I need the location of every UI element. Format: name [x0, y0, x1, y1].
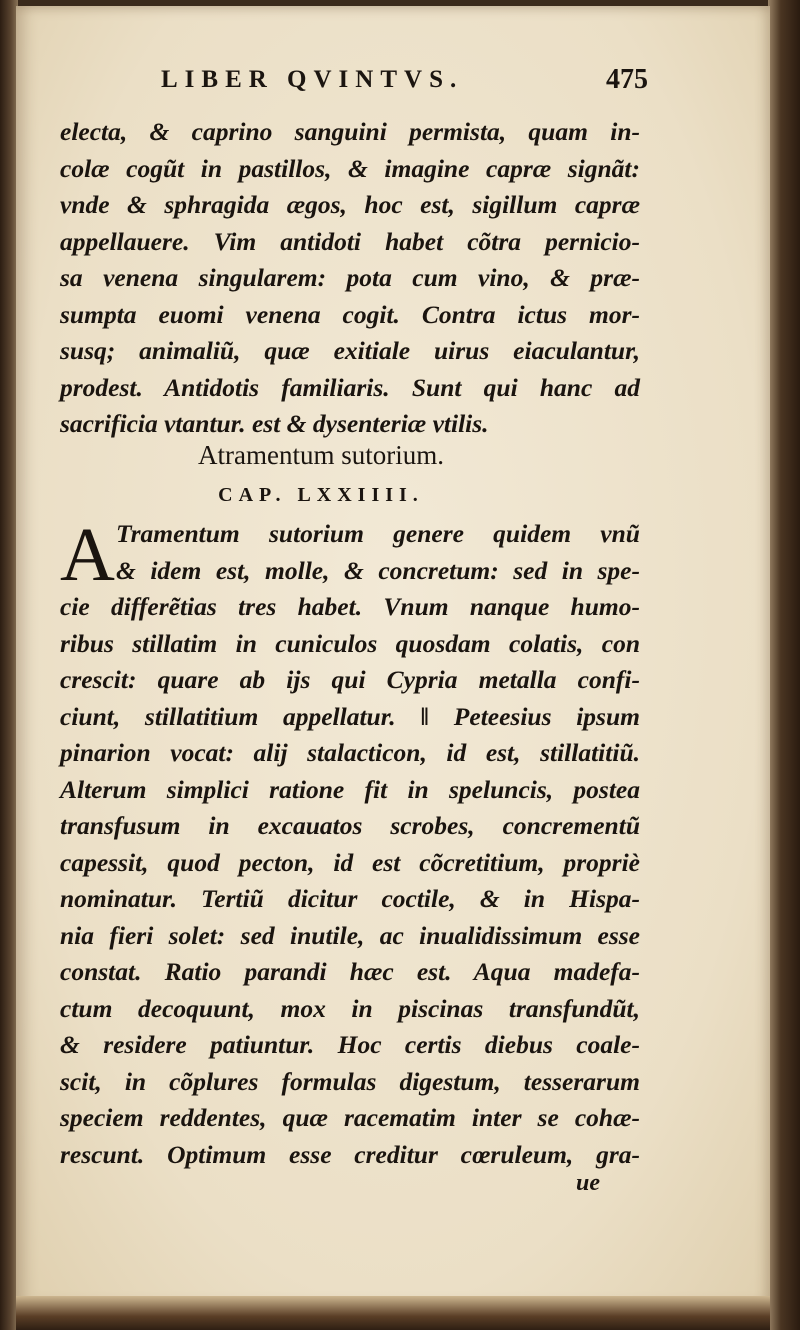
text-line: colæ cogũt in pastillos, & imagine capræ signãt:	[60, 153, 640, 183]
text-line: nia fieri solet: sed inutile, ac inualidissimum esse	[60, 920, 640, 950]
text-line: electa, & caprino sanguini permista, quam in-	[60, 117, 640, 146]
text-line: & idem est, molle, & concretum: sed in spe-	[116, 555, 640, 585]
text-line: ctum decoquunt, mox in piscinas transfundũt,	[60, 993, 640, 1023]
text-line: transfusum in excauatos scrobes, concrementũ	[60, 811, 640, 840]
text-line: cie differẽtias tres habet. Vnum nanque humo-	[60, 592, 640, 621]
drop-initial: A	[60, 513, 115, 597]
book-binding-right	[768, 0, 800, 1330]
text-line: scit, in cõplures formulas digestum, tesserarum	[60, 1066, 640, 1096]
running-head: LIBER QVINTVS.	[161, 66, 464, 93]
text-line: sa venena singularem: pota cum vino, & præ-	[60, 263, 640, 292]
chapter-title: Atramentum sutorium.	[198, 440, 444, 470]
text-line: ribus stillatim in cuniculos quosdam colatis, con	[60, 628, 640, 658]
text-line: speciem reddentes, quæ racematim inter se cohæ-	[60, 1103, 640, 1132]
text-line: crescit: quare ab ijs qui Cypria metalla confi-	[60, 665, 640, 694]
text-line: Alterum simplici ratione fit in speluncis, postea	[60, 774, 640, 804]
text-line: pinarion vocat: alij stalacticon, id est, stillatitiũ.	[60, 738, 640, 767]
text-line: Tramentum sutorium genere quidem vnũ	[116, 519, 640, 548]
chapter-label: CAP. LXXIIII.	[218, 484, 424, 506]
text-line: prodest. Antidotis familiaris. Sunt qui hanc ad	[60, 372, 640, 402]
text-line: capessit, quod pecton, id est cõcretitium, propriè	[60, 847, 640, 877]
text-line: sacrificia vtantur. est & dysenteriæ vtilis.	[60, 409, 489, 438]
text-line: constat. Ratio parandi hæc est. Aqua madefa-	[60, 957, 640, 986]
text-line: sumpta euomi venena cogit. Contra ictus mor-	[60, 299, 640, 329]
page-number: 475	[606, 64, 648, 95]
text-line: vnde & sphragida ægos, hoc est, sigillum capræ	[60, 190, 640, 219]
text-line: appellauere. Vim antidoti habet cõtra pernicio-	[60, 226, 640, 256]
catchword: ue	[576, 1170, 600, 1196]
text-line: & residere patiuntur. Hoc certis diebus coale-	[60, 1030, 640, 1059]
page-header	[16, 66, 770, 106]
paragraph-continued	[60, 114, 640, 443]
text-line: ciunt, stillatitium appellatur. ‖ Peteesius ipsum	[60, 701, 640, 731]
chapter-body	[60, 513, 640, 1173]
text-line: susq; animaliũ, quæ exitiale uirus eiaculantur,	[60, 336, 640, 365]
book-page	[16, 6, 770, 1306]
text-line: rescunt. Optimum esse creditur cœruleum, gra-	[60, 1139, 640, 1169]
page-bottom-edge	[16, 1296, 770, 1330]
text-line: nominatur. Tertiũ dicitur coctile, & in Hispa-	[60, 884, 640, 913]
